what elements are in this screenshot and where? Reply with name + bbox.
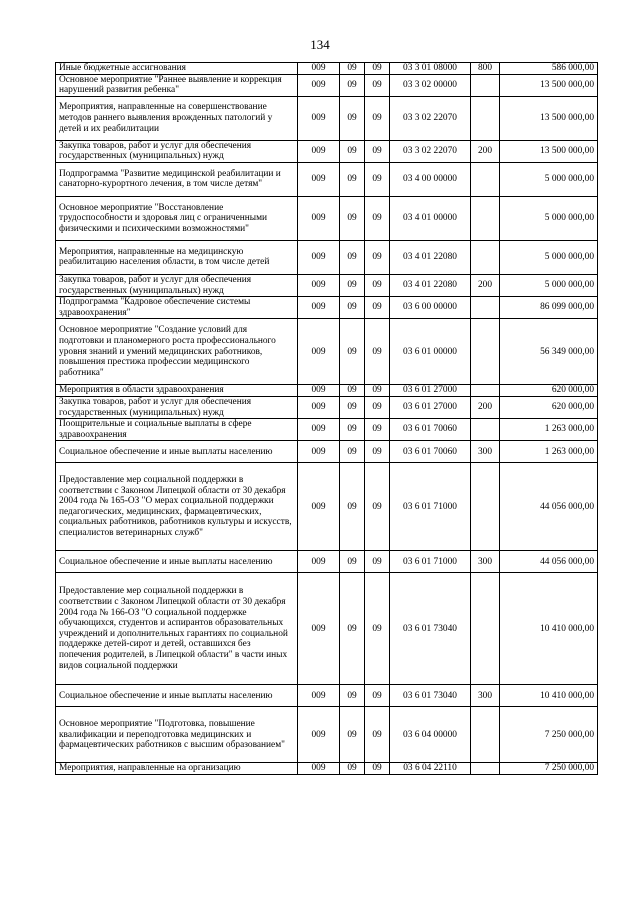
- row-admin-code: 009: [298, 685, 340, 707]
- row-name: Поощрительные и социальные выплаты в сфере здравоохранения: [56, 419, 298, 441]
- row-amount: 586 000,00: [500, 63, 598, 75]
- budget-table-body: [56, 63, 598, 775]
- row-section: 09: [340, 196, 365, 240]
- row-name: Мероприятия, направленные на организацию: [56, 763, 298, 775]
- row-expense-type: [471, 196, 500, 240]
- table-row: [56, 240, 598, 274]
- row-admin-code: 009: [298, 297, 340, 319]
- row-target-article: 03 6 01 70060: [390, 441, 471, 463]
- row-admin-code: 009: [298, 573, 340, 685]
- row-target-article: 03 4 00 00000: [390, 162, 471, 196]
- row-section: 09: [340, 707, 365, 763]
- row-expense-type: [471, 96, 500, 140]
- row-section: 09: [340, 396, 365, 418]
- row-amount: 5 000 000,00: [500, 196, 598, 240]
- row-expense-type: [471, 74, 500, 96]
- row-amount: 5 000 000,00: [500, 274, 598, 296]
- row-name: Основное мероприятие "Восстановление трудоспособности и здоровья лиц с ограниченными физическими и психическими возможностями": [56, 196, 298, 240]
- table-row: [56, 297, 598, 319]
- row-target-article: 03 6 01 27000: [390, 385, 471, 397]
- row-target-article: 03 6 04 22110: [390, 763, 471, 775]
- row-expense-type: [471, 297, 500, 319]
- table-row: [56, 551, 598, 573]
- row-subsection: 09: [365, 140, 390, 162]
- row-amount: 10 410 000,00: [500, 573, 598, 685]
- row-target-article: 03 6 01 73040: [390, 573, 471, 685]
- row-amount: 7 250 000,00: [500, 707, 598, 763]
- table-row: [56, 441, 598, 463]
- table-row: [56, 319, 598, 385]
- row-expense-type: [471, 463, 500, 551]
- table-row: [56, 140, 598, 162]
- row-section: 09: [340, 573, 365, 685]
- row-target-article: 03 6 01 71000: [390, 463, 471, 551]
- row-expense-type: [471, 162, 500, 196]
- row-admin-code: 009: [298, 419, 340, 441]
- row-expense-type: 200: [471, 396, 500, 418]
- row-admin-code: 009: [298, 96, 340, 140]
- row-admin-code: 009: [298, 551, 340, 573]
- row-subsection: 09: [365, 96, 390, 140]
- row-subsection: 09: [365, 74, 390, 96]
- row-name: Закупка товаров, работ и услуг для обеспечения государственных (муниципальных) нужд: [56, 396, 298, 418]
- row-admin-code: 009: [298, 396, 340, 418]
- row-amount: 7 250 000,00: [500, 763, 598, 775]
- row-target-article: 03 6 01 27000: [390, 396, 471, 418]
- row-amount: 13 500 000,00: [500, 140, 598, 162]
- row-expense-type: [471, 319, 500, 385]
- row-section: 09: [340, 240, 365, 274]
- row-subsection: 09: [365, 319, 390, 385]
- row-subsection: 09: [365, 551, 390, 573]
- row-target-article: 03 3 02 22070: [390, 96, 471, 140]
- row-name: Предоставление мер социальной поддержки в соответствии с Законом Липецкой области от 30 декабря 2004 года № 165-ОЗ "О мерах социальной поддержки педагогических, медицинских, фармацевтических, социальных работников, работников культуры и искусств, специалистов ветеринарных служб": [56, 463, 298, 551]
- page-number: 134: [310, 37, 330, 52]
- table-row: [56, 396, 598, 418]
- row-admin-code: 009: [298, 63, 340, 75]
- row-amount: 620 000,00: [500, 385, 598, 397]
- row-admin-code: 009: [298, 140, 340, 162]
- row-expense-type: [471, 763, 500, 775]
- row-subsection: 09: [365, 240, 390, 274]
- row-section: 09: [340, 96, 365, 140]
- row-section: 09: [340, 63, 365, 75]
- row-expense-type: 200: [471, 274, 500, 296]
- table-row: [56, 196, 598, 240]
- row-amount: 44 056 000,00: [500, 463, 598, 551]
- row-name: Закупка товаров, работ и услуг для обеспечения государственных (муниципальных) нужд: [56, 274, 298, 296]
- row-target-article: 03 4 01 22080: [390, 274, 471, 296]
- row-expense-type: [471, 385, 500, 397]
- row-section: 09: [340, 162, 365, 196]
- row-amount: 44 056 000,00: [500, 551, 598, 573]
- table-row: [56, 385, 598, 397]
- row-name: Основное мероприятие "Создание условий для подготовки и планомерного роста профессионального уровня знаний и умений медицинских работников, повышения престижа профессии медицинского работника": [56, 319, 298, 385]
- row-target-article: 03 4 01 22080: [390, 240, 471, 274]
- row-subsection: 09: [365, 385, 390, 397]
- row-subsection: 09: [365, 573, 390, 685]
- row-amount: 1 263 000,00: [500, 441, 598, 463]
- row-admin-code: 009: [298, 707, 340, 763]
- table-row: [56, 63, 598, 75]
- row-section: 09: [340, 385, 365, 397]
- row-section: 09: [340, 319, 365, 385]
- row-name: Мероприятия в области здравоохранения: [56, 385, 298, 397]
- budget-table: [55, 62, 598, 775]
- row-target-article: 03 4 01 00000: [390, 196, 471, 240]
- row-subsection: 09: [365, 274, 390, 296]
- table-row: [56, 463, 598, 551]
- table-row: [56, 274, 598, 296]
- row-name: Иные бюджетные ассигнования: [56, 63, 298, 75]
- row-name: Подпрограмма "Развитие медицинской реабилитации и санаторно-курортного лечения, в том числе детям": [56, 162, 298, 196]
- row-section: 09: [340, 274, 365, 296]
- row-section: 09: [340, 441, 365, 463]
- row-name: Подпрограмма "Кадровое обеспечение системы здравоохранения": [56, 297, 298, 319]
- row-target-article: 03 6 01 73040: [390, 685, 471, 707]
- row-admin-code: 009: [298, 162, 340, 196]
- row-subsection: 09: [365, 463, 390, 551]
- row-name: Основное мероприятие "Подготовка, повышение квалификации и переподготовка медицинских и фармацевтических работников с высшим образованием": [56, 707, 298, 763]
- row-section: 09: [340, 763, 365, 775]
- row-target-article: 03 6 00 00000: [390, 297, 471, 319]
- row-admin-code: 009: [298, 240, 340, 274]
- row-section: 09: [340, 74, 365, 96]
- row-subsection: 09: [365, 441, 390, 463]
- row-admin-code: 009: [298, 74, 340, 96]
- row-target-article: 03 6 01 70060: [390, 419, 471, 441]
- row-name: Основное мероприятие "Раннее выявление и коррекция нарушений развития ребенка": [56, 74, 298, 96]
- row-amount: 13 500 000,00: [500, 96, 598, 140]
- table-row: [56, 685, 598, 707]
- table-row: [56, 573, 598, 685]
- row-admin-code: 009: [298, 319, 340, 385]
- row-amount: 13 500 000,00: [500, 74, 598, 96]
- row-subsection: 09: [365, 196, 390, 240]
- table-row: [56, 162, 598, 196]
- row-section: 09: [340, 463, 365, 551]
- row-expense-type: [471, 240, 500, 274]
- row-section: 09: [340, 685, 365, 707]
- row-expense-type: [471, 707, 500, 763]
- table-row: [56, 419, 598, 441]
- row-subsection: 09: [365, 763, 390, 775]
- row-admin-code: 009: [298, 385, 340, 397]
- table-row: [56, 707, 598, 763]
- row-subsection: 09: [365, 707, 390, 763]
- row-amount: 56 349 000,00: [500, 319, 598, 385]
- row-subsection: 09: [365, 685, 390, 707]
- row-amount: 10 410 000,00: [500, 685, 598, 707]
- row-amount: 5 000 000,00: [500, 240, 598, 274]
- row-target-article: 03 6 01 00000: [390, 319, 471, 385]
- row-admin-code: 009: [298, 441, 340, 463]
- row-target-article: 03 6 01 71000: [390, 551, 471, 573]
- row-admin-code: 009: [298, 463, 340, 551]
- row-name: Закупка товаров, работ и услуг для обеспечения государственных (муниципальных) нужд: [56, 140, 298, 162]
- row-admin-code: 009: [298, 274, 340, 296]
- row-expense-type: [471, 419, 500, 441]
- row-amount: 86 099 000,00: [500, 297, 598, 319]
- row-target-article: 03 3 02 00000: [390, 74, 471, 96]
- row-name: Социальное обеспечение и иные выплаты населению: [56, 551, 298, 573]
- table-row: [56, 74, 598, 96]
- row-section: 09: [340, 419, 365, 441]
- row-name: Социальное обеспечение и иные выплаты населению: [56, 441, 298, 463]
- row-admin-code: 009: [298, 196, 340, 240]
- row-expense-type: 300: [471, 685, 500, 707]
- row-target-article: 03 3 01 08000: [390, 63, 471, 75]
- row-section: 09: [340, 297, 365, 319]
- row-subsection: 09: [365, 63, 390, 75]
- row-expense-type: 200: [471, 140, 500, 162]
- table-row: [56, 96, 598, 140]
- row-name: Мероприятия, направленные на медицинскую реабилитацию населения области, в том числе детей: [56, 240, 298, 274]
- row-section: 09: [340, 140, 365, 162]
- row-admin-code: 009: [298, 763, 340, 775]
- row-amount: 620 000,00: [500, 396, 598, 418]
- row-subsection: 09: [365, 162, 390, 196]
- row-expense-type: [471, 573, 500, 685]
- row-subsection: 09: [365, 419, 390, 441]
- row-name: Мероприятия, направленные на совершенствование методов раннего выявления врожденных патологий у детей и их реабилитации: [56, 96, 298, 140]
- table-row: [56, 763, 598, 775]
- row-target-article: 03 3 02 22070: [390, 140, 471, 162]
- row-section: 09: [340, 551, 365, 573]
- row-amount: 1 263 000,00: [500, 419, 598, 441]
- row-name: Социальное обеспечение и иные выплаты населению: [56, 685, 298, 707]
- row-expense-type: 300: [471, 551, 500, 573]
- row-target-article: 03 6 04 00000: [390, 707, 471, 763]
- row-expense-type: 800: [471, 63, 500, 75]
- row-subsection: 09: [365, 297, 390, 319]
- row-expense-type: 300: [471, 441, 500, 463]
- row-amount: 5 000 000,00: [500, 162, 598, 196]
- row-name: Предоставление мер социальной поддержки в соответствии с Законом Липецкой области от 30 декабря 2004 года № 166-ОЗ "О социальной поддержке обучающихся, студентов и аспирантов образовательных учреждений и дополнительных гарантиях по социальной поддержке детей-сирот и детей, оставшихся без попечения родителей, в Липецкой области" в части иных видов социальной поддержки: [56, 573, 298, 685]
- row-subsection: 09: [365, 396, 390, 418]
